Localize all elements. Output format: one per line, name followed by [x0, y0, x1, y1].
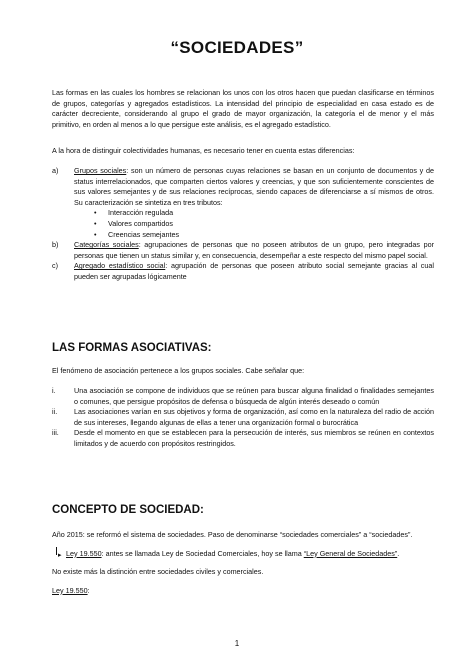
list-item: • Valores compartidos [74, 219, 434, 230]
attribute-list [74, 208, 434, 240]
bullet-icon: • [94, 208, 97, 218]
page-title: “SOCIEDADES” [170, 38, 304, 57]
list-item: ii. Las asociaciones varían en sus objetivos y forma de organización, así como en la naturaleza del radio de acción de sus intereses, llegando algunas de ellas a tener una organización formal o burocrática [52, 407, 434, 427]
list-item: a) Grupos sociales: son un número de personas cuyas relaciones se basan en un conjunto de documentos y de status interrelacionados, que comparten ciertos valores y creencias, y que son suficientemente conscientes de sus valores semejantes y de sus relaciones recíprocas, siendo capaces de diferenciarse a sí mismos de otros. Su caracterización se sintetiza en tres tributos: • Interacción regulada • Valores compartidos • Creencias semejantes [52, 166, 434, 239]
section2-lead: El fenómeno de asociación pertenece a los grupos sociales. Cabe señalar que: [52, 366, 305, 375]
term-agregado-estadistico: Agregado estadístico social [74, 261, 166, 271]
abc-list [52, 166, 434, 283]
bullet-icon: • [94, 229, 97, 239]
lead-paragraph: A la hora de distinguir colectividades humanas, es necesario tener en cuenta estas diferencias: [52, 146, 355, 155]
roman-list [52, 386, 434, 450]
term-categorias-sociales: Categorías sociales [74, 240, 139, 250]
list-item: • Creencias semejantes [74, 230, 434, 241]
section3-body: Año 2015: se reformó el sistema de sociedades. Paso de denominarse “sociedades comerciales” a “sociedades”. ▸Ley 19.550: antes se llamada Ley de Sociedad Comerciales, hoy se llama “Ley General de Sociedades”. No existe más la distinción entre sociedades civiles y comerciales. Ley 19.550: [52, 530, 434, 596]
list-item: iii. Desde el momento en que se establecen para la persecución de interés, sus miembros se reúnen en contextos limitados y de acuerdo con propósitos restringidos. [52, 428, 434, 448]
intro-paragraph: Las formas en las cuales los hombres se relacionan los unos con los otros hacen que puedan clasificarse en términos de grupos, categorías y agregados estadísticos. La intensidad del principio de especialidad en casa estado es de carácter decreciente, considerando al grupo el grado de mayor organización, la categoría el de menor y el más primitivo, en orden al menos a lo que persigue este análisis, es el agregado estadístico. [52, 88, 434, 129]
bullet-icon: • [94, 218, 97, 228]
section-heading-formas-asociativas: LAS FORMAS ASOCIATIVAS: [52, 342, 212, 354]
list-item: i. Una asociación se compone de individuos que se reúnen para buscar alguna finalidad o finalidades semejantes o comunes, que persigue propósitos de defensa o búsqueda de algún interés deseado o común [52, 386, 434, 406]
arrow-right-icon [52, 549, 66, 559]
list-item: • Interacción regulada [74, 208, 434, 219]
law-line: ▸Ley 19.550: antes se llamada Ley de Sociedad Comerciales, hoy se llama “Ley General de Sociedades”. [52, 549, 434, 560]
term-grupos-sociales: Grupos sociales [74, 166, 127, 175]
list-item: b) Categorías sociales: agrupaciones de personas que no poseen atributos de un grupo, pero integradas por personas que tienen un status similar y, en consecuencia, desempeñar a este respecto del mismo papel social. [52, 240, 434, 260]
page-number: 1 [234, 639, 240, 648]
section-heading-concepto-sociedad: CONCEPTO DE SOCIEDAD: [52, 504, 204, 516]
law-subheading: Ley 19.550: [52, 585, 90, 595]
list-item: c) Agregado estadístico social: agrupación de personas que poseen atributo social semejante gracias al cual pueden ser agrupadas lógicamente [52, 261, 434, 281]
